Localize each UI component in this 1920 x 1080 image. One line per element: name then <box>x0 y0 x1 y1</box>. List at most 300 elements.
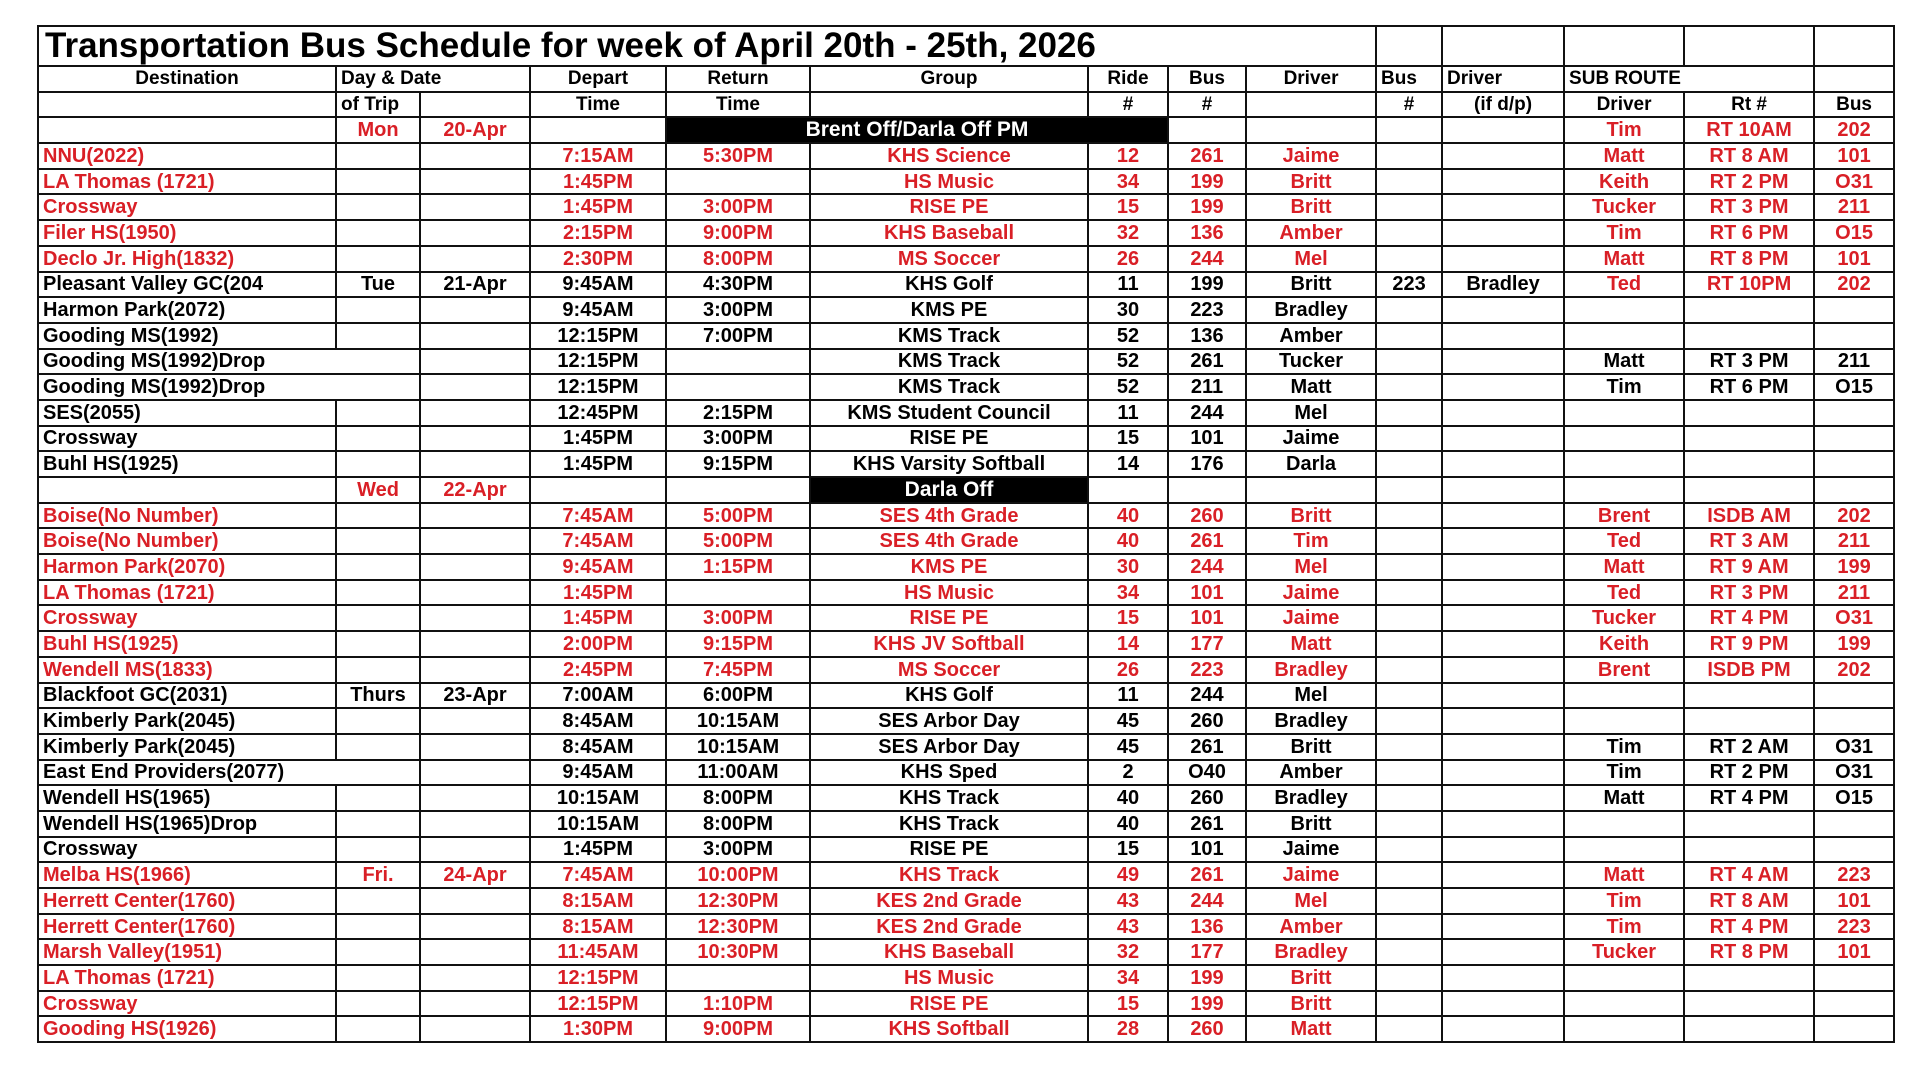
ride-count: 11 <box>1088 400 1168 426</box>
trip-day <box>336 426 420 452</box>
header-of-trip: of Trip <box>336 92 420 118</box>
sub-driver: Tim <box>1564 220 1684 246</box>
empty-cell <box>1814 66 1894 92</box>
trip-date <box>420 220 530 246</box>
empty-cell <box>1168 477 1246 503</box>
table-row <box>38 374 1894 400</box>
dp-driver <box>1442 194 1564 220</box>
driver: Britt <box>1246 965 1376 991</box>
group: SES Arbor Day <box>810 734 1088 760</box>
trip-date <box>420 734 530 760</box>
destination: Kimberly Park(2045) <box>38 708 336 734</box>
day-header-row <box>38 117 1894 143</box>
group: HS Music <box>810 169 1088 195</box>
trip-day <box>336 965 420 991</box>
driver: Bradley <box>1246 657 1376 683</box>
sub-bus: 223 <box>1814 914 1894 940</box>
ride-count: 49 <box>1088 862 1168 888</box>
table-row <box>38 297 1894 323</box>
return-time: 5:00PM <box>666 528 810 554</box>
dp-driver <box>1442 323 1564 349</box>
dp-bus-number <box>1376 143 1442 169</box>
trip-date <box>420 554 530 580</box>
ride-count: 15 <box>1088 194 1168 220</box>
destination: Filer HS(1950) <box>38 220 336 246</box>
table-row <box>38 837 1894 863</box>
header-row-1 <box>38 66 1894 92</box>
trip-date <box>420 503 530 529</box>
empty-cell <box>1442 26 1564 66</box>
dp-driver <box>1442 991 1564 1017</box>
ride-count: 14 <box>1088 451 1168 477</box>
trip-day <box>336 400 420 426</box>
dp-driver <box>1442 169 1564 195</box>
trip-day: Thurs <box>336 683 420 709</box>
depart-time: 12:15PM <box>530 965 666 991</box>
destination: Melba HS(1966) <box>38 862 336 888</box>
sub-bus: O31 <box>1814 605 1894 631</box>
ride-count: 45 <box>1088 734 1168 760</box>
table-row <box>38 143 1894 169</box>
ride-count: 52 <box>1088 349 1168 375</box>
table-row <box>38 400 1894 426</box>
dp-bus-number <box>1376 554 1442 580</box>
dp-driver <box>1442 220 1564 246</box>
depart-time: 7:45AM <box>530 503 666 529</box>
sub-bus <box>1814 426 1894 452</box>
driver: Jaime <box>1246 426 1376 452</box>
sub-route-number: RT 4 PM <box>1684 605 1814 631</box>
return-time: 5:00PM <box>666 503 810 529</box>
driver: Britt <box>1246 991 1376 1017</box>
sub-driver <box>1564 400 1684 426</box>
table-row <box>38 349 1894 375</box>
bus-number: 244 <box>1168 400 1246 426</box>
destination: Buhl HS(1925) <box>38 451 336 477</box>
sub-driver: Matt <box>1564 554 1684 580</box>
trip-date <box>420 888 530 914</box>
driver: Tim <box>1246 528 1376 554</box>
header-return: Return <box>666 66 810 92</box>
bus-number: 261 <box>1168 811 1246 837</box>
dp-bus-number <box>1376 349 1442 375</box>
group: KMS PE <box>810 297 1088 323</box>
depart-time: 7:00AM <box>530 683 666 709</box>
trip-day <box>336 323 420 349</box>
trip-date: 20-Apr <box>420 117 530 143</box>
destination: Blackfoot GC(2031) <box>38 683 336 709</box>
sub-driver: Matt <box>1564 349 1684 375</box>
destination: Boise(No Number) <box>38 503 336 529</box>
trip-date <box>420 631 530 657</box>
depart-time: 12:15PM <box>530 349 666 375</box>
trip-date <box>420 400 530 426</box>
bus-number: 261 <box>1168 734 1246 760</box>
trip-date <box>420 580 530 606</box>
sub-route-number <box>1684 297 1814 323</box>
ride-count: 11 <box>1088 683 1168 709</box>
group: KMS Student Council <box>810 400 1088 426</box>
trip-day <box>336 143 420 169</box>
sub-bus: O31 <box>1814 734 1894 760</box>
ride-count: 2 <box>1088 760 1168 786</box>
group: KHS Science <box>810 143 1088 169</box>
dp-driver <box>1442 785 1564 811</box>
sub-driver: Matt <box>1564 862 1684 888</box>
table-row <box>38 914 1894 940</box>
table-row <box>38 169 1894 195</box>
return-time: 1:10PM <box>666 991 810 1017</box>
sub-route-number: ISDB AM <box>1684 503 1814 529</box>
dp-bus-number <box>1376 837 1442 863</box>
table-row <box>38 554 1894 580</box>
group: KMS Track <box>810 323 1088 349</box>
sub-route-number <box>1684 683 1814 709</box>
ride-count: 28 <box>1088 1016 1168 1042</box>
sub-route-number: RT 3 PM <box>1684 194 1814 220</box>
sub-driver: Tucker <box>1564 194 1684 220</box>
bus-number: 136 <box>1168 914 1246 940</box>
depart-time: 11:45AM <box>530 939 666 965</box>
bus-number: 177 <box>1168 631 1246 657</box>
sub-bus: O15 <box>1814 785 1894 811</box>
empty-cell <box>1564 26 1684 66</box>
dp-driver <box>1442 374 1564 400</box>
sub-bus: 202 <box>1814 657 1894 683</box>
ride-count: 30 <box>1088 554 1168 580</box>
depart-time: 2:00PM <box>530 631 666 657</box>
destination: East End Providers(2077) <box>38 760 336 786</box>
trip-day <box>336 580 420 606</box>
bus-number: 199 <box>1168 965 1246 991</box>
trip-date <box>420 811 530 837</box>
destination: Declo Jr. High(1832) <box>38 246 336 272</box>
dp-bus-number <box>1376 683 1442 709</box>
bus-number: 223 <box>1168 297 1246 323</box>
trip-day <box>336 939 420 965</box>
sub-route-number: RT 8 AM <box>1684 143 1814 169</box>
trip-day <box>336 837 420 863</box>
depart-time: 8:45AM <box>530 708 666 734</box>
sub-route-number: RT 10PM <box>1684 272 1814 298</box>
destination: Crossway <box>38 605 336 631</box>
header-sub-route: SUB ROUTE <box>1564 66 1814 92</box>
empty-cell <box>1814 26 1894 66</box>
sub-route-number: RT 9 PM <box>1684 631 1814 657</box>
sub-route-number: RT 8 PM <box>1684 939 1814 965</box>
return-time: 3:00PM <box>666 297 810 323</box>
trip-date <box>420 246 530 272</box>
header-driver: Driver <box>1246 66 1376 92</box>
trip-day <box>336 451 420 477</box>
sub-route-number <box>1684 965 1814 991</box>
sub-bus: 211 <box>1814 349 1894 375</box>
empty-cell <box>38 477 336 503</box>
ride-count: 12 <box>1088 143 1168 169</box>
dp-driver <box>1442 888 1564 914</box>
ride-count: 40 <box>1088 785 1168 811</box>
bus-number: 244 <box>1168 683 1246 709</box>
ride-count: 34 <box>1088 965 1168 991</box>
trip-date <box>420 657 530 683</box>
driver: Matt <box>1246 374 1376 400</box>
table-row <box>38 580 1894 606</box>
depart-time: 10:15AM <box>530 811 666 837</box>
bus-number: 199 <box>1168 272 1246 298</box>
sub-route-number: RT 3 PM <box>1684 349 1814 375</box>
sub-bus: 101 <box>1814 246 1894 272</box>
bus-number: 199 <box>1168 991 1246 1017</box>
return-time: 3:00PM <box>666 426 810 452</box>
group: KHS Track <box>810 811 1088 837</box>
trip-date <box>420 760 530 786</box>
return-time: 10:15AM <box>666 708 810 734</box>
sub-bus <box>1814 297 1894 323</box>
driver: Amber <box>1246 914 1376 940</box>
sub-driver: Keith <box>1564 631 1684 657</box>
trip-day <box>336 605 420 631</box>
empty-cell <box>1168 117 1246 143</box>
sub-driver: Ted <box>1564 272 1684 298</box>
empty-cell <box>38 117 336 143</box>
dp-driver <box>1442 914 1564 940</box>
sub-bus <box>1814 965 1894 991</box>
dp-bus-number: 223 <box>1376 272 1442 298</box>
ride-count: 40 <box>1088 503 1168 529</box>
staff-off-banner: Darla Off <box>810 477 1088 503</box>
bus-number: 261 <box>1168 349 1246 375</box>
group: SES Arbor Day <box>810 708 1088 734</box>
ride-count: 32 <box>1088 939 1168 965</box>
table-row <box>38 965 1894 991</box>
return-time: 3:00PM <box>666 605 810 631</box>
trip-date <box>420 605 530 631</box>
bus-number: 244 <box>1168 554 1246 580</box>
depart-time: 2:30PM <box>530 246 666 272</box>
sub-driver <box>1564 451 1684 477</box>
dp-bus-number <box>1376 939 1442 965</box>
trip-date <box>420 194 530 220</box>
trip-day <box>336 991 420 1017</box>
sub-route-number: RT 8 PM <box>1684 246 1814 272</box>
destination: Pleasant Valley GC(204 <box>38 272 336 298</box>
table-row <box>38 272 1894 298</box>
day-header-row <box>38 477 1894 503</box>
dp-driver <box>1442 708 1564 734</box>
destination: Wendell HS(1965)Drop <box>38 811 336 837</box>
sub-bus <box>1814 323 1894 349</box>
ride-count: 15 <box>1088 837 1168 863</box>
destination: NNU(2022) <box>38 143 336 169</box>
sub-driver: Tucker <box>1564 939 1684 965</box>
dp-driver <box>1442 426 1564 452</box>
group: RISE PE <box>810 194 1088 220</box>
trip-day <box>336 349 420 375</box>
driver: Mel <box>1246 246 1376 272</box>
header-sub-bus: Bus <box>1814 92 1894 118</box>
depart-time: 8:15AM <box>530 888 666 914</box>
dp-driver <box>1442 605 1564 631</box>
driver: Britt <box>1246 272 1376 298</box>
return-time: 12:30PM <box>666 914 810 940</box>
destination: Kimberly Park(2045) <box>38 734 336 760</box>
header-dp-driver: Driver <box>1442 66 1564 92</box>
depart-time: 10:15AM <box>530 785 666 811</box>
sub-driver <box>1564 708 1684 734</box>
trip-day <box>336 503 420 529</box>
sub-bus <box>1814 811 1894 837</box>
sub-driver: Brent <box>1564 503 1684 529</box>
dp-bus-number <box>1376 605 1442 631</box>
empty-cell <box>1246 477 1376 503</box>
dp-bus-number <box>1376 580 1442 606</box>
title-row <box>38 26 1894 66</box>
return-time: 5:30PM <box>666 143 810 169</box>
dp-bus-number <box>1376 426 1442 452</box>
sub-bus <box>1814 683 1894 709</box>
group: RISE PE <box>810 605 1088 631</box>
header-sub-driver: Driver <box>1564 92 1684 118</box>
group: SES 4th Grade <box>810 503 1088 529</box>
dp-bus-number <box>1376 965 1442 991</box>
depart-time: 8:45AM <box>530 734 666 760</box>
group: KHS Track <box>810 785 1088 811</box>
bus-number: 199 <box>1168 169 1246 195</box>
sub-driver: Matt <box>1564 246 1684 272</box>
table-row <box>38 605 1894 631</box>
driver: Amber <box>1246 323 1376 349</box>
sub-bus <box>1814 708 1894 734</box>
empty-cell <box>1376 117 1442 143</box>
sub-route-number: RT 6 PM <box>1684 220 1814 246</box>
sub-route-number: ISDB PM <box>1684 657 1814 683</box>
return-time: 9:15PM <box>666 631 810 657</box>
group: KHS Golf <box>810 272 1088 298</box>
sub-bus: 101 <box>1814 888 1894 914</box>
table-row <box>38 1016 1894 1042</box>
empty-cell <box>1684 477 1814 503</box>
table-row <box>38 785 1894 811</box>
sub-route-number: RT 3 PM <box>1684 580 1814 606</box>
driver: Mel <box>1246 554 1376 580</box>
return-time: 6:00PM <box>666 683 810 709</box>
trip-date <box>420 323 530 349</box>
sub-route-number: RT 9 AM <box>1684 554 1814 580</box>
trip-day <box>336 246 420 272</box>
return-time: 1:15PM <box>666 554 810 580</box>
driver: Britt <box>1246 169 1376 195</box>
group: RISE PE <box>810 991 1088 1017</box>
bus-number: 101 <box>1168 605 1246 631</box>
table-row <box>38 708 1894 734</box>
depart-time: 2:45PM <box>530 657 666 683</box>
header-depart-time: Time <box>530 92 666 118</box>
group: RISE PE <box>810 426 1088 452</box>
return-time: 10:00PM <box>666 862 810 888</box>
empty-cell <box>420 92 530 118</box>
sub-driver: Tim <box>1564 117 1684 143</box>
depart-time: 9:45AM <box>530 760 666 786</box>
driver: Bradley <box>1246 297 1376 323</box>
return-time <box>666 169 810 195</box>
dp-bus-number <box>1376 323 1442 349</box>
driver: Britt <box>1246 734 1376 760</box>
table-row <box>38 811 1894 837</box>
trip-date <box>420 1016 530 1042</box>
group: HS Music <box>810 580 1088 606</box>
empty-cell <box>1442 477 1564 503</box>
trip-date <box>420 837 530 863</box>
ride-count: 32 <box>1088 220 1168 246</box>
destination: Herrett Center(1760) <box>38 888 336 914</box>
table-row <box>38 451 1894 477</box>
return-time: 8:00PM <box>666 246 810 272</box>
destination: LA Thomas (1721) <box>38 580 336 606</box>
table-row <box>38 503 1894 529</box>
sub-bus: 211 <box>1814 194 1894 220</box>
sub-bus: 199 <box>1814 631 1894 657</box>
driver: Jaime <box>1246 862 1376 888</box>
dp-bus-number <box>1376 451 1442 477</box>
return-time <box>666 374 810 400</box>
table-row <box>38 734 1894 760</box>
ride-count: 11 <box>1088 272 1168 298</box>
sub-bus: 202 <box>1814 117 1894 143</box>
empty-cell <box>1442 117 1564 143</box>
header-depart: Depart <box>530 66 666 92</box>
ride-count: 52 <box>1088 374 1168 400</box>
driver: Bradley <box>1246 939 1376 965</box>
sub-bus: 211 <box>1814 580 1894 606</box>
sub-bus: 199 <box>1814 554 1894 580</box>
return-time: 2:15PM <box>666 400 810 426</box>
driver: Matt <box>1246 631 1376 657</box>
sub-driver: Brent <box>1564 657 1684 683</box>
sub-bus: 101 <box>1814 939 1894 965</box>
depart-time: 12:15PM <box>530 323 666 349</box>
page-title: Transportation Bus Schedule for week of April 20th - 25th, 2026 <box>38 26 1376 66</box>
bus-number: 223 <box>1168 657 1246 683</box>
group: KMS Track <box>810 349 1088 375</box>
sub-bus <box>1814 451 1894 477</box>
dp-bus-number <box>1376 811 1442 837</box>
empty-cell <box>1564 477 1684 503</box>
sub-driver: Matt <box>1564 143 1684 169</box>
destination: SES(2055) <box>38 400 336 426</box>
return-time <box>666 965 810 991</box>
trip-date <box>420 785 530 811</box>
table-row <box>38 426 1894 452</box>
staff-off-banner: Brent Off/Darla Off PM <box>666 117 1168 143</box>
empty-cell <box>810 92 1088 118</box>
dp-driver <box>1442 1016 1564 1042</box>
trip-day <box>336 297 420 323</box>
trip-date <box>420 297 530 323</box>
return-time: 9:15PM <box>666 451 810 477</box>
driver: Bradley <box>1246 785 1376 811</box>
dp-bus-number <box>1376 220 1442 246</box>
trip-date: 22-Apr <box>420 477 530 503</box>
bus-number: 260 <box>1168 785 1246 811</box>
return-time: 4:30PM <box>666 272 810 298</box>
table-row <box>38 683 1894 709</box>
sub-bus: O31 <box>1814 169 1894 195</box>
dp-bus-number <box>1376 374 1442 400</box>
destination: Herrett Center(1760) <box>38 914 336 940</box>
sub-bus: 202 <box>1814 272 1894 298</box>
destination: Harmon Park(2070) <box>38 554 336 580</box>
sub-route-number: RT 2 AM <box>1684 734 1814 760</box>
